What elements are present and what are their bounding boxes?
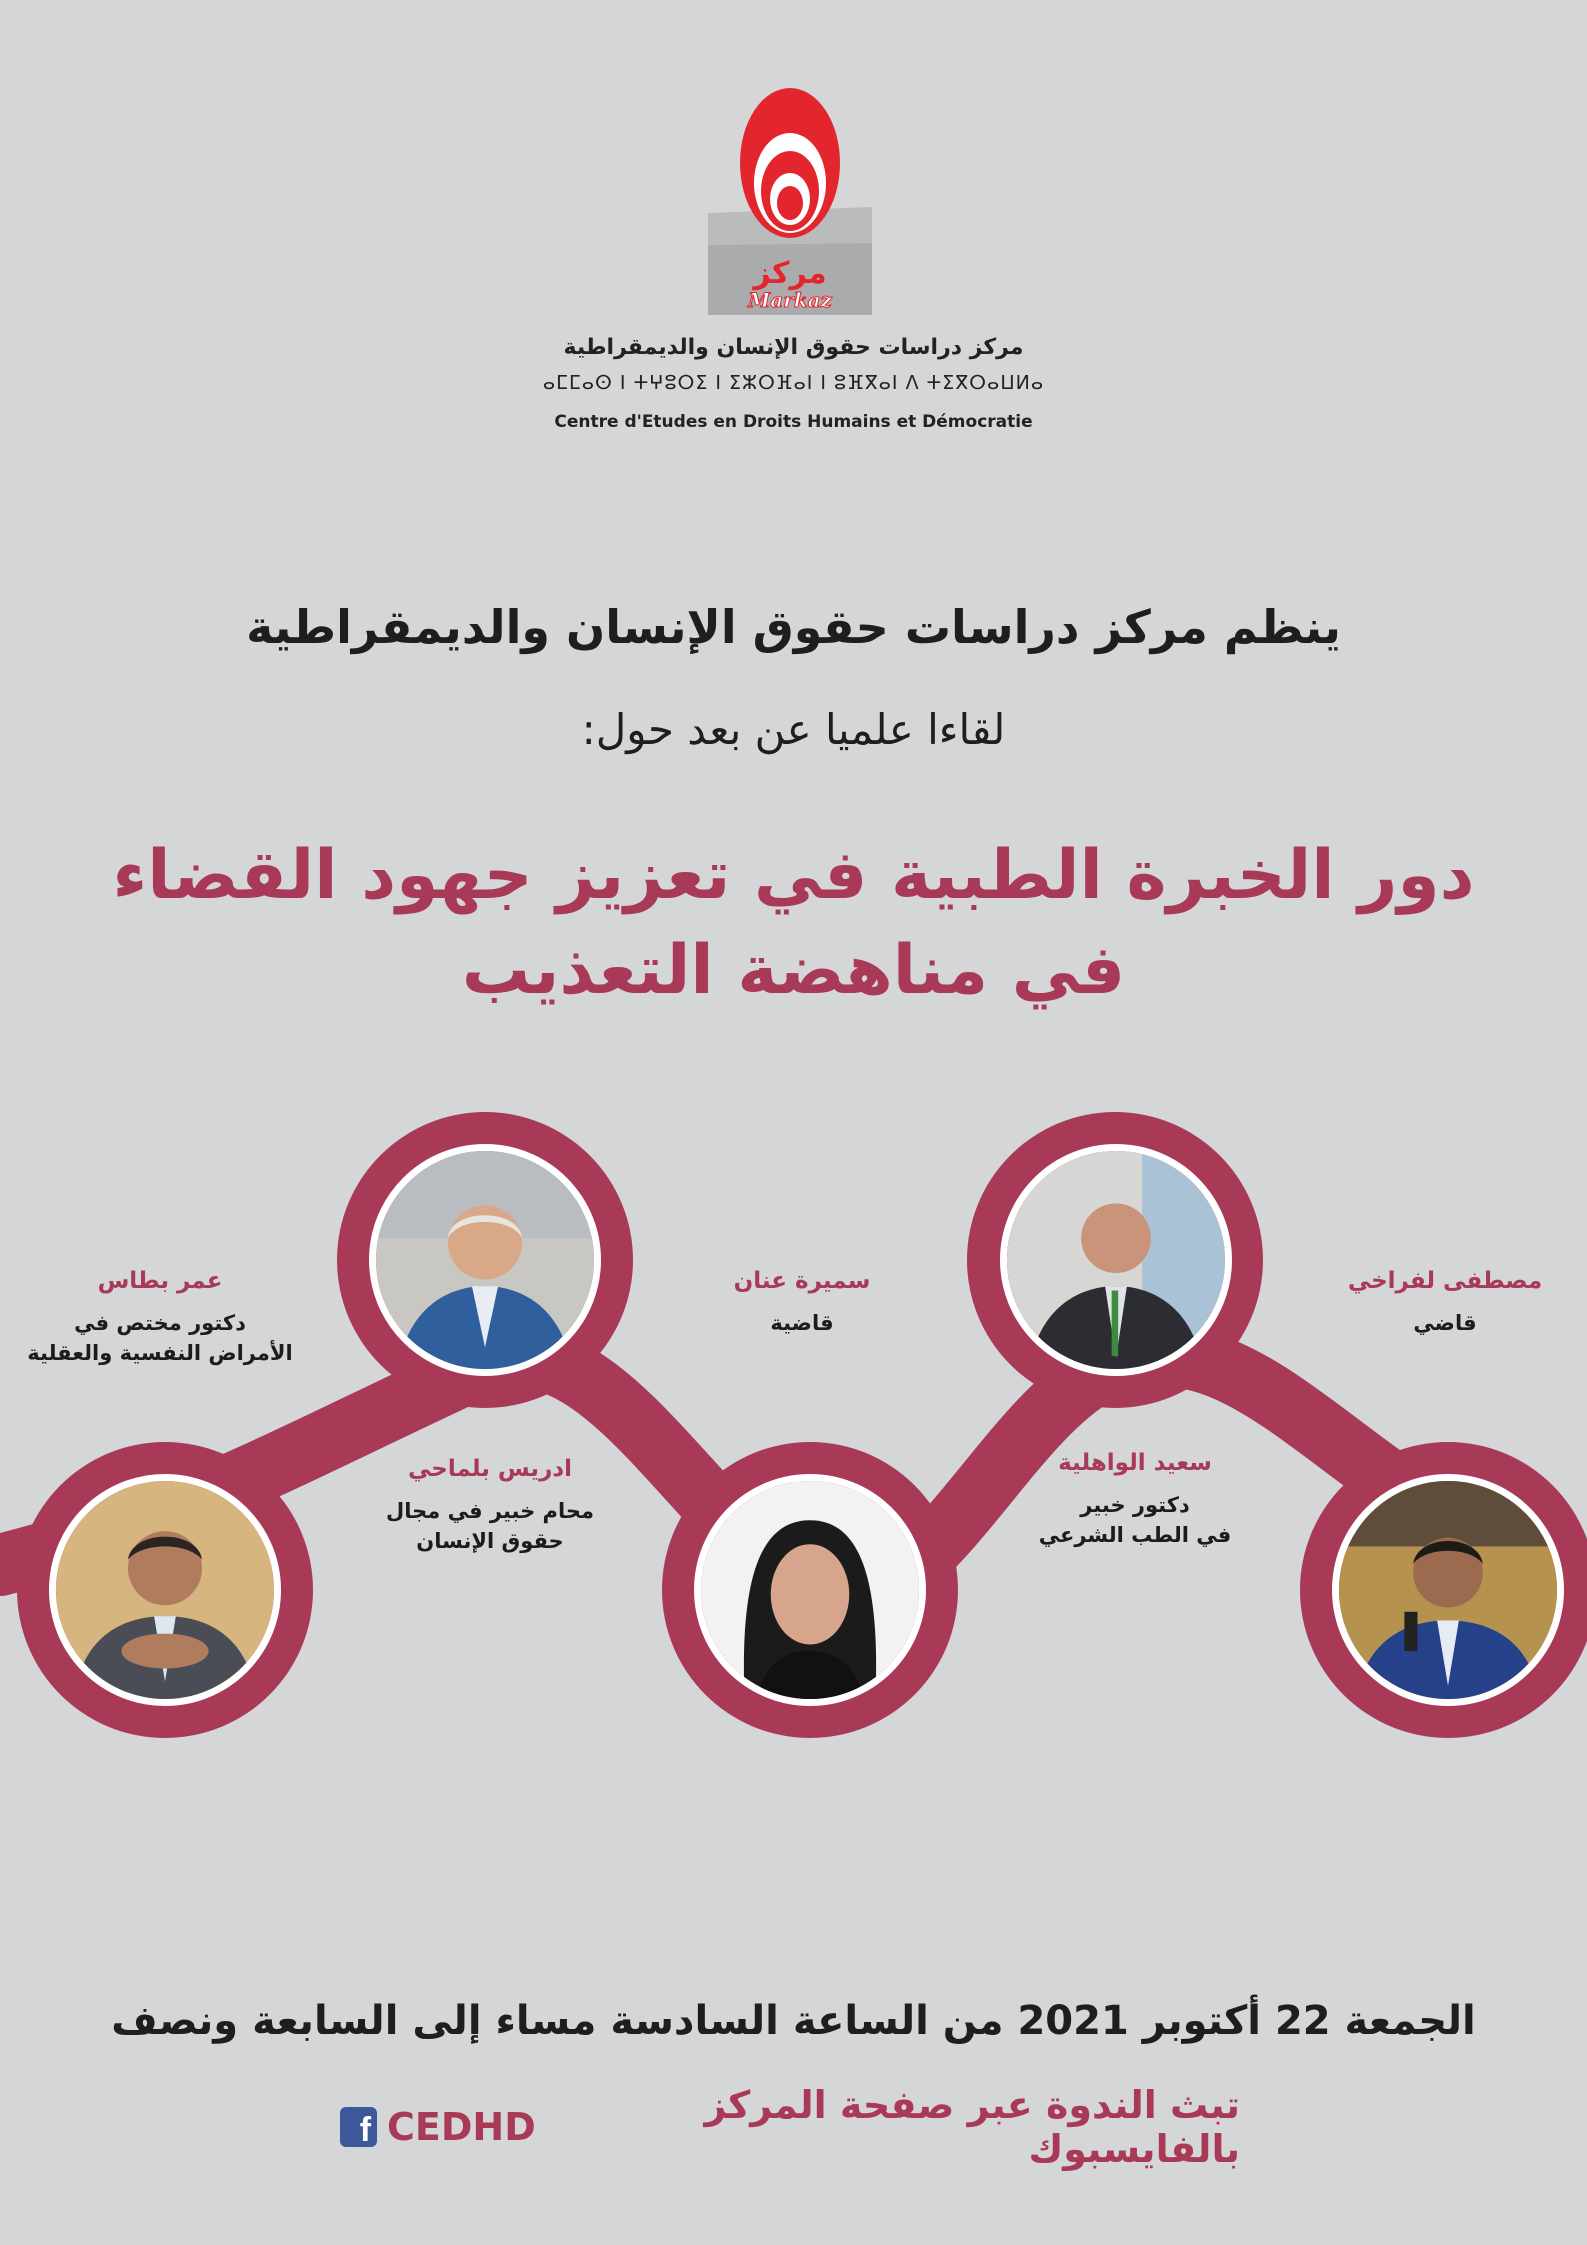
speaker-photo-omar-battas-top [369,1144,601,1376]
event-date-time: الجمعة 22 أكتوبر 2021 من الساعة السادسة مساء إلى السابعة ونصف [111,1998,1476,2044]
speaker-role-2: قاضية [770,1311,834,1335]
speaker-photo-bottom-left [49,1474,281,1706]
org-name-arabic: مركز دراسات حقوق الإنسان والديمقراطية [563,335,1024,360]
speaker-photo-samira-annan [694,1474,926,1706]
speaker-name-4: سعيد الواهلية [1058,1450,1212,1476]
logo-brand-ar: مركز [753,256,827,291]
speaker-name-3: عمر بطاس [97,1268,223,1294]
event-title-line-1: دور الخبرة الطبية في تعزيز جهود القضاء [112,836,1475,915]
portrait-icon [56,1481,274,1699]
speaker-name-2: سميرة عنان [733,1268,871,1294]
org-name-tifinagh: ⴰⵎⵎⴰⵙ ⵏ ⵜⵖⵓⵔⵉ ⵏ ⵉⵣⵔⴼⴰⵏ ⵏ ⵓⴼⴳⴰⵏ ⴷ ⵜⵉⴳⵔⴰⵡⵍⴰ [542,372,1045,394]
event-subtitle: لقاءا علميا عن بعد حول: [581,705,1006,754]
speaker-name-5: ادريس بلماحي [407,1456,572,1482]
portrait-icon [701,1481,919,1699]
stream-text: تبث الندوة عبر صفحة المركز بالفايسبوك [704,2083,1240,2171]
facebook-handle[interactable]: CEDHD [387,2105,536,2149]
portrait-icon [1339,1481,1557,1699]
speaker-role-1: قاضي [1413,1311,1477,1335]
speaker-name-1: مصطفى لفراخي [1347,1268,1543,1294]
org-name-french: Centre d'Etudes en Droits Humains et Démocratie [554,412,1033,432]
facebook-icon[interactable]: f [340,2107,377,2147]
speaker-role-3: دكتور مختص في الأمراض النفسية والعقلية [27,1311,293,1365]
event-title-line-2: في مناهضة التعذيب [461,931,1126,1010]
organizer-line: ينظم مركز دراسات حقوق الإنسان والديمقراطية [246,600,1341,654]
speaker-photo-bottom-right [1332,1474,1564,1706]
speaker-photo-mustapha-top [1000,1144,1232,1376]
event-title [60,828,1527,1018]
logo-brand-latin: Markaz [748,288,832,312]
portrait-icon [376,1151,594,1369]
markaz-logo [700,85,880,325]
speaker-role-4: دكتور خبير في الطب الشرعي [1038,1493,1232,1547]
stream-info [340,2083,1240,2171]
portrait-icon [1007,1151,1225,1369]
speaker-role-5: محام خبير في مجال حقوق الإنسان [386,1499,594,1553]
